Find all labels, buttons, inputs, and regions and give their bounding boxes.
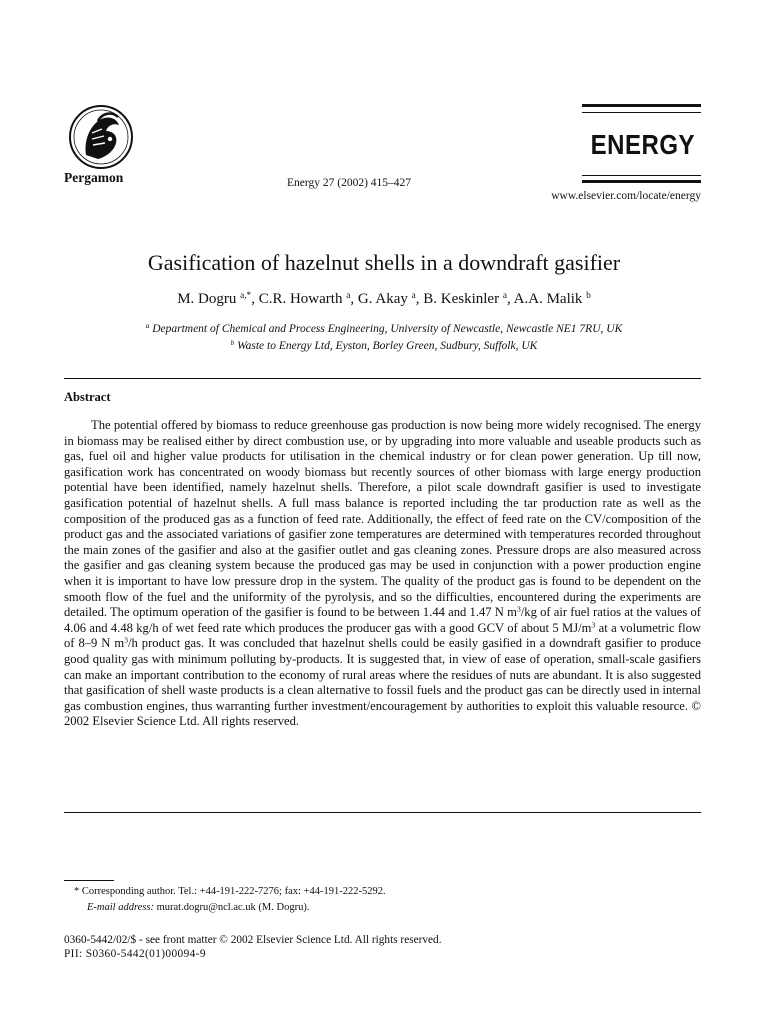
author-list: M. Dogru $^{a,*}$, C.R. Howarth $^a$, G. Akay $^a$, B. Keskinler $^a$, A.A. Malik $^b$: [177, 290, 591, 307]
author-affiliation-mark[interactable]: a: [346, 290, 351, 301]
author-affiliation-mark[interactable]: a: [411, 290, 416, 301]
author-name: C.R. Howarth: [258, 291, 343, 307]
abstract-heading: Abstract: [64, 390, 111, 404]
author-name: A.A. Malik: [513, 291, 583, 307]
abstract-text: /kg of air fuel ratios at the values of 4.06 and 4.48 kg/h of wet feed rate which produces the producer gas with a good GCV of about 5 MJ/m: [64, 605, 701, 635]
author-name: M. Dogru: [177, 291, 237, 307]
affiliation-text: Waste to Energy Ltd, Eyston, Borley Green, Sudbury, Suffolk, UK: [237, 340, 538, 352]
affiliation-a: [0, 323, 768, 335]
abstract-bottom-rule: [64, 812, 701, 813]
journal-name: ENERGY: [590, 130, 695, 162]
abstract-text: /h product gas. It was concluded that hazelnut shells could be easily gasified in a downdraft gasifier to produce good quality gas with minimum polluting by-products. It is suggested that, in view of ease of operation, small-scale gasifiers can make an important contribution to the economy of rural areas where the residues of nuts are abundant. It is also suggested that gasification of shell waste products is a clean alternative to fossil fuels and the product gas can be directly used in internal gas combustion engines, thus warranting further investment/encouragement by authorities to exploit this valuable resource. © 2002 Elsevier Science Ltd. All rights reserved.: [64, 636, 702, 729]
journal-masthead: [582, 104, 701, 183]
author-affiliation-mark[interactable]: b: [586, 290, 591, 301]
pergamon-emblem-icon: [62, 103, 140, 171]
journal-citation: Energy 27 (2002) 415–427: [287, 177, 412, 189]
abstract-text: The potential offered by biomass to reduce greenhouse gas production is now being more widely recognised. The energy in biomass may be realised either by direct combustion use, or by upgrading into more valuable and useable products such as gas, fuel oil and higher value products for utilisation in the chemical industry or for clean power generation. Up till now, gasification work has concentrated on woody biomass but recently sources of other biomass with large energy production potential have been identified, namely hazelnut shells. Therefore, a pilot scale downdraft gasifier is used to investigate gasification potential of hazelnut shells. A full mass balance is reported including the tar production rate as well as the composition of the produced gas as a function of feed rate. Additionally, the effect of feed rate on the CV/composition of the product gas and the associated variations of gasifier zone temperatures are determined with temperatures recorded throughout the main zones of the gasifier and also at the gasifier outlet and gas cleaning zones. Pressure drops are also measured across the gasifier and gas cleaning system because the produced gas may be used in conjunction with a power production engine when it is important to have low pressure drop in the system. The quality of the product gas is found to be dependent on the smooth flow of the fuel and the uniformity of the pyrolysis, and so the difficulties, encountered during the experiments are detailed. The optimum operation of the gasifier is found to be between 1.44 and 1.47 N m: [64, 418, 701, 620]
superscript: 3: [516, 604, 521, 614]
author-name: G. Akay: [357, 291, 408, 307]
front-matter-line: 0360-5442/02/$ - see front matter © 2002 Elsevier Science Ltd. All rights reserved.: [64, 934, 442, 946]
journal-url[interactable]: www.elsevier.com/locate/energy: [551, 190, 701, 202]
author-name: B. Keskinler: [423, 291, 500, 307]
affiliation-mark: b: [230, 339, 235, 348]
affiliation-b: [0, 340, 768, 352]
email-note: [64, 902, 309, 913]
affiliation-mark: a: [145, 322, 150, 331]
pergamon-logo: [62, 103, 142, 171]
masthead-rule-base: [582, 180, 701, 183]
email-link[interactable]: murat.dogru@ncl.ac.uk: [156, 902, 256, 913]
footnote-rule: [64, 880, 114, 881]
superscript: 3: [591, 620, 596, 630]
footnote-text: Corresponding author. Tel.: +44-191-222-7276; fax: +44-191-222-5292.: [81, 886, 386, 897]
publisher-name: Pergamon: [64, 170, 124, 185]
pii-line: PII: S0360-5442(01)00094-9: [64, 948, 206, 960]
affiliation-text: Department of Chemical and Process Engineering, University of Newcastle, Newcastle NE1 7RU, UK: [152, 323, 623, 335]
author-affiliation-mark[interactable]: a: [502, 290, 507, 301]
email-owner: (M. Dogru).: [258, 902, 310, 913]
abstract-body: [64, 418, 701, 730]
footnote-mark: *: [74, 886, 80, 897]
abstract-text: at a volumetric flow of 8–9 N m: [64, 620, 701, 651]
superscript: 3: [124, 636, 129, 646]
article-title: Gasification of hazelnut shells in a downdraft gasifier: [147, 250, 621, 275]
author-affiliation-mark[interactable]: a,*: [240, 290, 252, 301]
corresponding-author-note: [64, 886, 386, 897]
email-label: E-mail address:: [87, 902, 154, 913]
abstract-top-rule: [64, 378, 701, 379]
